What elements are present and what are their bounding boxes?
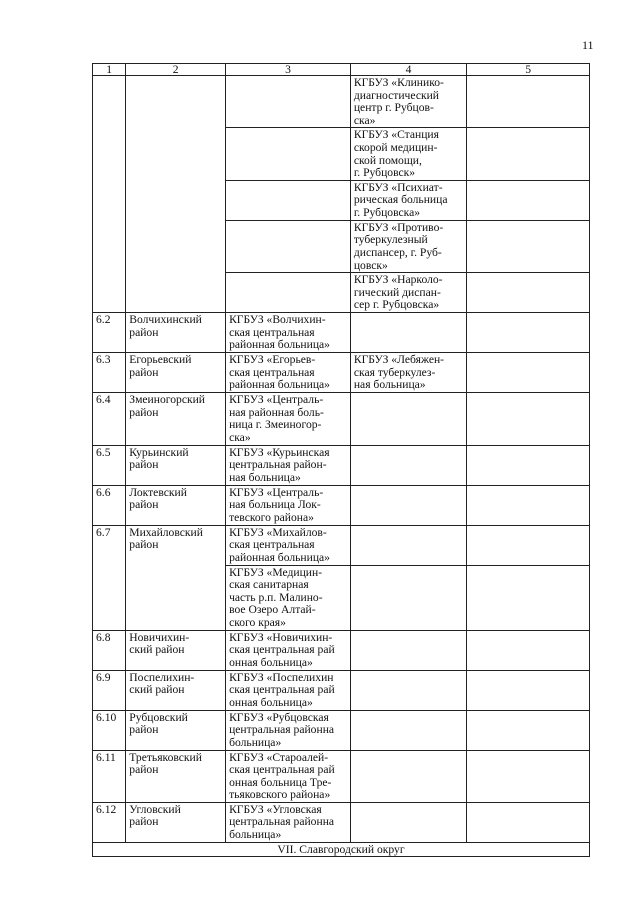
institution-text: КГБУЗ «Нарколо- гический диспан- сер г. Рубцовска» (353, 273, 443, 312)
row-number: 6.3 (93, 353, 126, 393)
table-cell (467, 393, 590, 445)
district-cell (126, 710, 226, 750)
hospital-cell (226, 802, 351, 842)
district-name: Егорьевский район (129, 353, 192, 379)
hospital-cell (226, 630, 351, 670)
table-cell (467, 802, 590, 842)
table-cell (350, 750, 466, 802)
table-cell (350, 180, 466, 220)
district-cell (126, 393, 226, 445)
section-title: VII. Славгородский округ (93, 842, 590, 856)
hospital-cell (226, 353, 351, 393)
document-table (92, 63, 590, 857)
table-cell (226, 220, 351, 272)
table-cell (350, 220, 466, 272)
table-cell (350, 273, 466, 313)
district-cell (126, 802, 226, 842)
row-number: 6.6 (93, 485, 126, 525)
hospital-cell (226, 565, 351, 630)
district-cell (126, 670, 226, 710)
table-cell (226, 128, 351, 180)
column-header: 5 (467, 64, 590, 76)
table-cell (467, 710, 590, 750)
district-cell (126, 313, 226, 353)
institution-text: КГБУЗ «Клинико- диагностический центр г. Рубцов- ска» (353, 76, 444, 127)
table-row (93, 802, 590, 842)
table-cell (350, 393, 466, 445)
column-header: 2 (126, 64, 226, 76)
column-header: 3 (226, 64, 351, 76)
district-name: Локтевский район (129, 485, 187, 512)
table-cell (350, 353, 466, 393)
hospital-name: КГБУЗ «Поспелихин ская центральная рай онная больница» (229, 670, 335, 709)
table-cell (467, 273, 590, 313)
table-cell (350, 710, 466, 750)
hospital-name: КГБУЗ «Рубцовская центральная районна больница» (229, 710, 335, 749)
table-row (93, 393, 590, 445)
row-number: 6.10 (93, 710, 126, 750)
table-row (93, 750, 590, 802)
district-name: Курьинский район (129, 445, 189, 472)
table-row (93, 710, 590, 750)
row-number: 6.5 (93, 445, 126, 485)
hospital-name: КГБУЗ «Централь- ная районная боль- ница г. Змеиногор- ска» (229, 393, 324, 444)
district-cell (126, 485, 226, 525)
table-cell (467, 670, 590, 710)
table-cell (226, 273, 351, 313)
table-cell (467, 750, 590, 802)
table-cell (350, 485, 466, 525)
hospital-name: КГБУЗ «Новичихин- ская центральная рай онная больница» (229, 630, 335, 669)
table-row (93, 485, 590, 525)
table-cell (467, 630, 590, 670)
district-name: Змеиногорский район (129, 393, 206, 419)
hospital-name: КГБУЗ «Староалей- ская центральная рай онная больница Тре- тьяковского района» (229, 750, 335, 802)
table-row (93, 313, 590, 353)
district-name: Угловский район (129, 802, 181, 829)
row-number: 6.7 (93, 525, 126, 630)
table-cell (226, 76, 351, 128)
table-cell (467, 485, 590, 525)
table-cell (350, 670, 466, 710)
table-cell (467, 180, 590, 220)
district-name: Новичихин- ский район (129, 630, 190, 657)
hospital-name: КГБУЗ «Медицин- ская санитарная часть р.п. Малино- вое Озеро Алтай- ского края» (229, 565, 323, 629)
row-number: 6.8 (93, 630, 126, 670)
table-cell (467, 76, 590, 128)
column-header: 1 (93, 64, 126, 76)
row-number: 6.11 (93, 750, 126, 802)
district-name: Третьяковский район (129, 750, 202, 777)
table-row (93, 670, 590, 710)
row-number: 6.4 (93, 393, 126, 445)
hospital-cell (226, 445, 351, 485)
row-number: 6.12 (93, 802, 126, 842)
table-cell (350, 445, 466, 485)
district-name: Поспелихин- ский район (129, 670, 195, 697)
header-row (93, 64, 590, 76)
table-row (93, 445, 590, 485)
table-cell (350, 76, 466, 128)
hospital-name: КГБУЗ «Централь- ная больница Лок- тевского района» (229, 485, 324, 524)
table-cell (350, 313, 466, 353)
table-cell (467, 565, 590, 630)
table-cell (93, 76, 126, 313)
hospital-cell (226, 313, 351, 353)
table-cell (467, 313, 590, 353)
table-row (93, 525, 590, 565)
hospital-name: КГБУЗ «Волчихин- ская центральная районная больница» (229, 313, 330, 352)
table-row (93, 630, 590, 670)
table-cell (350, 630, 466, 670)
row-number: 6.2 (93, 313, 126, 353)
table-row (93, 76, 590, 128)
table-cell (467, 220, 590, 272)
hospital-name: КГБУЗ «Михайлов- ская центральная районная больница» (229, 525, 330, 564)
institution-text: КГБУЗ «Психиат- рическая больница г. Рубцовска» (353, 180, 448, 219)
column-header: 4 (350, 64, 466, 76)
table-cell (350, 565, 466, 630)
district-cell (126, 353, 226, 393)
hospital-cell (226, 710, 351, 750)
institution-text: КГБУЗ «Противо- туберкулезный диспансер, г. Руб- цовск» (353, 220, 444, 272)
hospital-cell (226, 485, 351, 525)
table-cell (350, 525, 466, 565)
section-row (93, 842, 590, 856)
district-cell (126, 525, 226, 630)
hospital-cell (226, 670, 351, 710)
district-name: Рубцовский район (129, 710, 188, 737)
table-row (93, 353, 590, 393)
table-cell (467, 128, 590, 180)
table-cell (126, 76, 226, 313)
hospital-cell (226, 525, 351, 565)
hospital-cell (226, 393, 351, 445)
institution-text: КГБУЗ «Лебяжен- ская туберкулез- ная больница» (353, 353, 445, 392)
table-cell (226, 180, 351, 220)
hospital-cell (226, 750, 351, 802)
institution-text: КГБУЗ «Станция скорой медицин- ской помощи, г. Рубцовск» (353, 128, 439, 180)
hospital-name: КГБУЗ «Егорьев- ская центральная районная больница» (229, 353, 330, 392)
district-cell (126, 630, 226, 670)
hospital-name: КГБУЗ «Курьинская центральная район- ная больница» (229, 445, 330, 484)
page-number: 11 (582, 38, 594, 52)
district-cell (126, 445, 226, 485)
district-cell (126, 750, 226, 802)
district-name: Михайловский район (129, 525, 203, 552)
table-cell (467, 353, 590, 393)
district-name: Волчихинский район (129, 313, 202, 339)
table-cell (467, 445, 590, 485)
table-cell (467, 525, 590, 565)
hospital-name: КГБУЗ «Угловская центральная районна больница» (229, 802, 335, 842)
table-cell (350, 128, 466, 180)
table-cell (350, 802, 466, 842)
row-number: 6.9 (93, 670, 126, 710)
